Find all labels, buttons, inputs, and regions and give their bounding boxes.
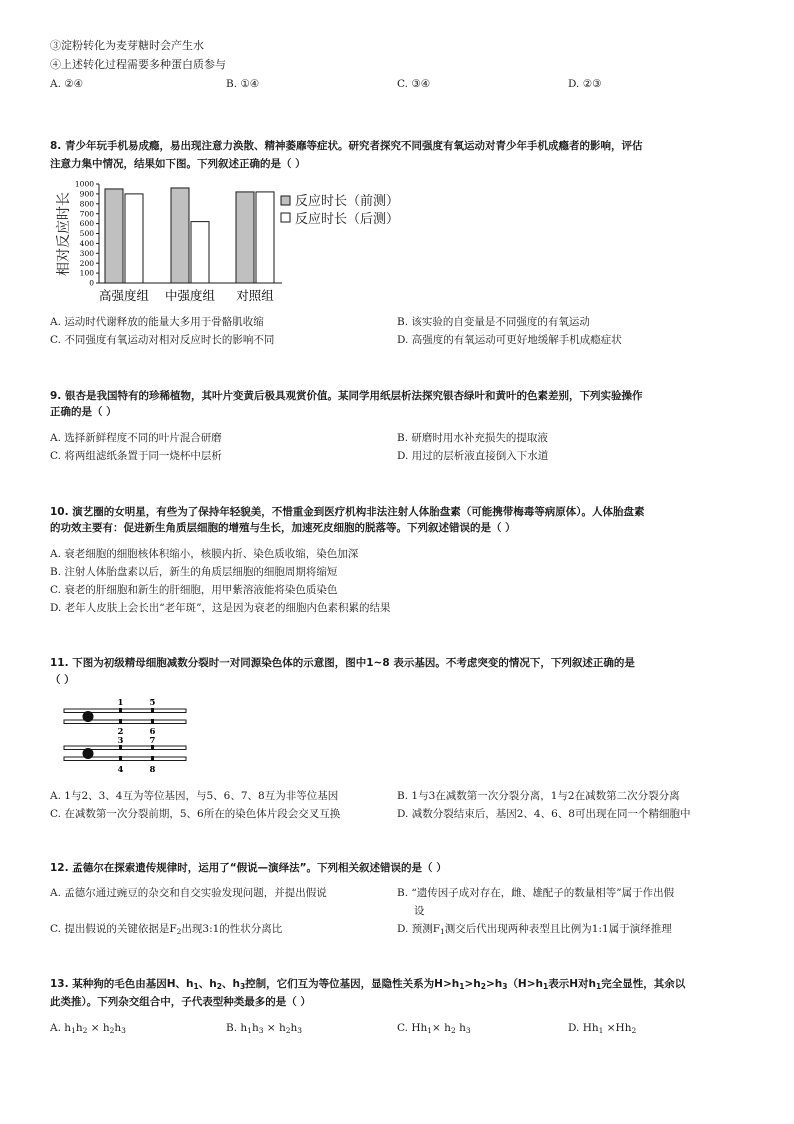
gene-label-2: 2 [117, 727, 124, 737]
gene-marker-5 [151, 708, 154, 713]
y-tick-label: 700 [79, 209, 94, 219]
q8-option-b: B. 该实验的自变量是不同强度的有氧运动 [397, 316, 590, 328]
chromatid-1 [64, 709, 186, 713]
gene-marker-2 [119, 719, 122, 724]
y-tick-label: 1000 [74, 179, 94, 189]
centromere-1 [83, 711, 94, 722]
gene-label-4: 4 [117, 765, 124, 775]
q13-stem-line2: 此类推）。下列杂交组合中，子代表型种类最多的是（ ） [50, 996, 311, 1008]
q8-bar-chart [50, 176, 410, 306]
legend-label-post: 反应时长（后测） [295, 212, 400, 227]
centromere-2 [83, 748, 94, 759]
q12-option-b-line2: 设 [414, 905, 425, 917]
y-tick-label: 300 [79, 248, 94, 258]
q10-option-d: D. 老年人皮肤上会长出“老年斑”，这是因为衰老的细胞内色素积累的结果 [50, 602, 391, 614]
q12-option-c: C. 提出假说的关键依据是$F_2$出现3:1的性状分离比 [50, 923, 283, 936]
gene-marker-4 [119, 756, 122, 761]
bar-post-2 [256, 192, 274, 283]
q9-option-d: D. 用过的层析液直接倒入下水道 [397, 450, 549, 462]
q10-option-c: C. 衰老的肝细胞和新生的肝细胞，用甲紫溶液能将染色质染色 [50, 584, 338, 596]
q8-stem-line1: 8. 青少年玩手机易成瘾，易出现注意力涣散、精神萎靡等症状。研究者探究不同强度有氧运动对青少年手机成瘾者的影响，评估 [50, 140, 643, 152]
category-label-0: 高强度组 [98, 288, 150, 303]
q13-option-c: C. $Hh_1\times h_2$ $h_3$ [397, 1022, 471, 1035]
q13-option-a: A. $h_1h_2 \times h_2h_3$ [50, 1022, 126, 1035]
q9-option-c: C. 将两组滤纸条置于同一烧杯中层析 [50, 450, 222, 462]
y-tick-label: 100 [79, 268, 94, 278]
q12-option-a: A. 孟德尔通过豌豆的杂交和自交实验发现问题，并提出假说 [50, 887, 327, 899]
prev-option-a: A. ②④ [50, 78, 84, 90]
gene-marker-8 [151, 756, 154, 761]
q12-option-b-line1: B. “遗传因子成对存在，雌、雄配子的数量相等”属于作出假 [397, 887, 675, 899]
chromatid-4 [64, 757, 186, 761]
gene-marker-1 [119, 708, 122, 713]
bar-post-1 [191, 222, 209, 283]
gene-marker-6 [151, 719, 154, 724]
y-tick-label: 200 [79, 258, 94, 268]
gene-label-1: 1 [117, 698, 124, 708]
q9-stem-line2: 正确的是（ ） [50, 406, 117, 418]
q12-option-d: D. 预测$F_1$测交后代出现两种表型且比例为1:1属于演绎推理 [397, 923, 672, 936]
y-tick-label: 800 [79, 199, 94, 209]
q10-option-b: B. 注射人体胎盘素以后，新生的角质层细胞的细胞周期将缩短 [50, 566, 338, 578]
q9-option-b: B. 研磨时用水补充损失的提取液 [397, 432, 548, 444]
gene-label-5: 5 [149, 698, 156, 708]
q11-chromosome-diagram [62, 694, 197, 776]
q12-stem: 12. 孟德尔在探索遗传规律时，运用了“假说—演绎法”。下列相关叙述错误的是（ ） [50, 862, 447, 874]
prev-option-d: D. ②③ [568, 78, 602, 90]
q11-option-c: C. 在减数第一次分裂前期，5、6所在的染色体片段会交叉互换 [50, 808, 341, 820]
bar-pre-1 [171, 188, 189, 283]
q10-stem-line2: 的功效主要有：促进新生角质层细胞的增殖与生长，加速死皮细胞的脱落等。下列叙述错误的是（ ） [50, 522, 516, 534]
q11-stem-line1: 11. 下图为初级精母细胞减数分裂时一对同源染色体的示意图，图中1~8 表示基因。不考虑突变的情况下，下列叙述正确的是 [50, 657, 635, 669]
q8-stem-line2: 注意力集中情况，结果如下图。下列叙述正确的是（ ） [50, 158, 306, 170]
chromatid-3 [64, 746, 186, 750]
prev-item-3: ③淀粉转化为麦芽糖时会产生水 [50, 39, 204, 52]
y-tick-label: 600 [79, 219, 94, 229]
q11-option-a: A. 1与2、3、4互为等位基因，与5、6、7、8互为非等位基因 [50, 790, 339, 802]
chromatid-2 [64, 720, 186, 724]
gene-label-8: 8 [149, 765, 156, 775]
gene-label-7: 7 [149, 736, 156, 746]
q9-stem-line1: 9. 银杏是我国特有的珍稀植物，其叶片变黄后极具观赏价值。某同学用纸层析法探究银杏绿叶和黄叶的色素差别，下列实验操作 [50, 390, 643, 402]
chart-ylabel: 相对反应时长 [56, 192, 72, 276]
q13-stem-line1: 13. 某种狗的毛色由基因H、$h_1$、$h_2$、$h_3$控制，它们互为等位基因，显隐性关系为$H>h_1>h_2>h_3(H>h_1$表示H对$h_1$完全显性，其余以 [50, 978, 686, 991]
category-label-1: 中强度组 [164, 288, 216, 303]
prev-option-b: B. ①④ [226, 78, 260, 90]
legend-swatch-pre [281, 196, 290, 205]
q8-option-c: C. 不同强度有氧运动对相对反应时长的影响不同 [50, 334, 275, 346]
prev-option-c: C. ③④ [397, 78, 431, 90]
q10-stem-line1: 10. 演艺圈的女明星，有些为了保持年轻貌美，不惜重金到医疗机构非法注射人体胎盘素（可能携带梅毒等病原体）。人体胎盘素 [50, 506, 645, 518]
y-tick-label: 0 [89, 278, 94, 288]
q11-option-b: B. 1与3在减数第一次分裂分离，1与2在减数第二次分裂分离 [397, 790, 680, 802]
q11-option-d: D. 减数分裂结束后，基因2、4、6、8可出现在同一个精细胞中 [397, 808, 691, 820]
bar-pre-0 [105, 189, 123, 283]
prev-item-4: ④上述转化过程需要多种蛋白质参与 [50, 58, 226, 71]
y-tick-label: 500 [79, 229, 94, 239]
q8-option-d: D. 高强度的有氧运动可更好地缓解手机成瘾症状 [397, 334, 622, 346]
q13-option-d: D. $Hh_1 \times Hh_2$ [568, 1022, 637, 1035]
gene-label-6: 6 [149, 727, 156, 737]
bar-post-0 [125, 194, 143, 283]
q9-option-a: A. 选择新鲜程度不同的叶片混合研磨 [50, 432, 222, 444]
q13-option-b: B. $h_1h_3 \times h_2h_3$ [226, 1022, 303, 1035]
legend-label-pre: 反应时长（前测） [295, 194, 400, 209]
gene-label-3: 3 [117, 736, 124, 746]
category-label-2: 对照组 [236, 288, 274, 303]
legend-swatch-post [281, 213, 290, 222]
q8-option-a: A. 运动时代谢释放的能量大多用于骨骼肌收缩 [50, 316, 264, 328]
y-tick-label: 400 [79, 239, 94, 248]
q11-stem-line2: （ ） [50, 674, 75, 686]
bar-pre-2 [236, 192, 254, 283]
q10-option-a: A. 衰老细胞的细胞核体积缩小，核膜内折、染色质收缩，染色加深 [50, 548, 359, 560]
y-tick-label: 900 [79, 189, 94, 199]
